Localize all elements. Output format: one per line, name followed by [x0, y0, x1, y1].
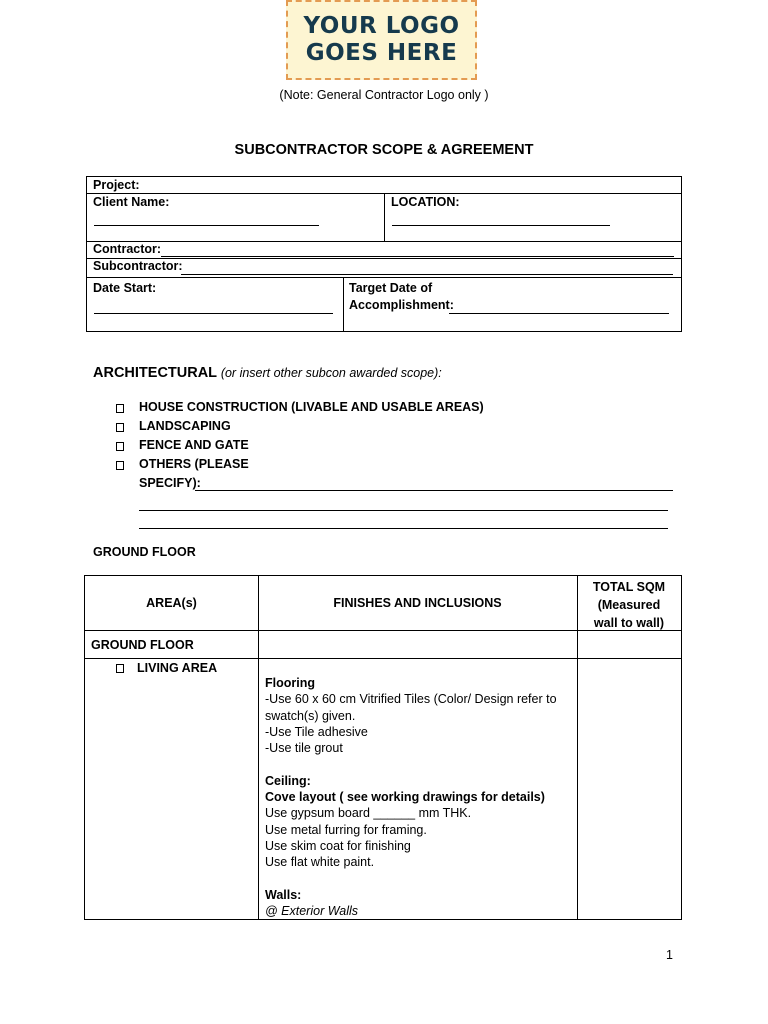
- item-others-specify: SPECIFY):: [139, 476, 201, 490]
- checkbox-living-area[interactable]: [116, 664, 124, 673]
- header-finishes: FINISHES AND INCLUSIONS: [333, 596, 502, 610]
- architectural-heading: [93, 365, 442, 381]
- checkbox-others[interactable]: [116, 461, 124, 470]
- ceiling-line: Cove layout ( see working drawings for details): [265, 790, 545, 805]
- header-total-sqm: [577, 578, 681, 632]
- header-total-line-3: wall to wall): [593, 616, 665, 630]
- row-divider: [87, 277, 681, 278]
- row-divider: [85, 658, 681, 659]
- target-date-label-1: Target Date of: [349, 281, 433, 295]
- item-house-construction: HOUSE CONSTRUCTION (LIVABLE AND USABLE AREAS): [139, 400, 484, 414]
- subcontractor-field[interactable]: [181, 274, 673, 275]
- location-field[interactable]: [392, 225, 610, 226]
- ground-floor-label: GROUND FLOOR: [93, 545, 196, 559]
- checkbox-fence-and-gate[interactable]: [116, 442, 124, 451]
- others-specify-field-1[interactable]: [195, 490, 673, 491]
- logo-note: (Note: General Contractor Logo only ): [279, 88, 489, 102]
- client-name-label: Client Name:: [93, 195, 170, 209]
- header-areas: AREA(s): [146, 596, 197, 610]
- flooring-line: -Use Tile adhesive: [265, 724, 368, 739]
- column-divider: [258, 576, 259, 919]
- others-specify-field-2[interactable]: [139, 510, 668, 511]
- contractor-label: Contractor:: [93, 242, 162, 256]
- date-start-label: Date Start:: [93, 281, 157, 295]
- walls-heading: Walls:: [265, 887, 302, 902]
- column-divider: [384, 193, 385, 241]
- logo-line-1: YOUR LOGO: [303, 13, 460, 39]
- target-date-field[interactable]: [449, 313, 669, 314]
- row-divider: [87, 241, 681, 242]
- architectural-note: (or insert other subcon awarded scope):: [220, 366, 442, 380]
- others-specify-field-3[interactable]: [139, 528, 668, 529]
- location-label: LOCATION:: [391, 195, 460, 209]
- subcontractor-label: Subcontractor:: [93, 259, 183, 273]
- ceiling-line: Use metal furring for framing.: [265, 822, 427, 837]
- logo-line-2: GOES HERE: [305, 40, 458, 66]
- client-name-field[interactable]: [94, 225, 319, 226]
- header-total-line-2: (Measured: [597, 598, 661, 612]
- ceiling-line: Use flat white paint.: [265, 855, 375, 870]
- ceiling-heading: Ceiling:: [265, 773, 311, 788]
- flooring-line: -Use 60 x 60 cm Vitrified Tiles (Color/ Design refer to: [265, 692, 557, 707]
- living-area-label: LIVING AREA: [137, 661, 218, 675]
- checkbox-landscaping[interactable]: [116, 423, 124, 432]
- item-others: OTHERS (PLEASE: [139, 457, 249, 471]
- checkbox-house-construction[interactable]: [116, 404, 124, 413]
- architectural-title: ARCHITECTURAL: [93, 365, 217, 381]
- document-title: SUBCONTRACTOR SCOPE & AGREEMENT: [234, 142, 534, 158]
- walls-line: @ Exterior Walls: [265, 904, 359, 919]
- date-start-field[interactable]: [94, 313, 333, 314]
- logo-placeholder: [286, 0, 477, 80]
- page-number: 1: [666, 948, 673, 962]
- flooring-line: swatch(s) given.: [265, 708, 356, 723]
- target-date-label-2: Accomplishment:: [349, 298, 454, 312]
- item-landscaping: LANDSCAPING: [139, 419, 231, 433]
- flooring-line: -Use tile grout: [265, 741, 343, 756]
- contractor-field[interactable]: [161, 256, 674, 257]
- row-ground-floor: GROUND FLOOR: [91, 638, 194, 652]
- finishes-list: [265, 675, 557, 919]
- scope-table: [84, 575, 682, 920]
- project-label: Project:: [93, 178, 140, 192]
- item-fence-and-gate: FENCE AND GATE: [139, 438, 249, 452]
- header-total-line-1: TOTAL SQM: [592, 580, 666, 594]
- project-info-table: [86, 176, 682, 332]
- flooring-heading: Flooring: [265, 676, 315, 690]
- column-divider: [343, 277, 344, 332]
- ceiling-line: Use skim coat for finishing: [265, 838, 411, 853]
- ceiling-line: Use gypsum board ______ mm THK.: [265, 806, 472, 821]
